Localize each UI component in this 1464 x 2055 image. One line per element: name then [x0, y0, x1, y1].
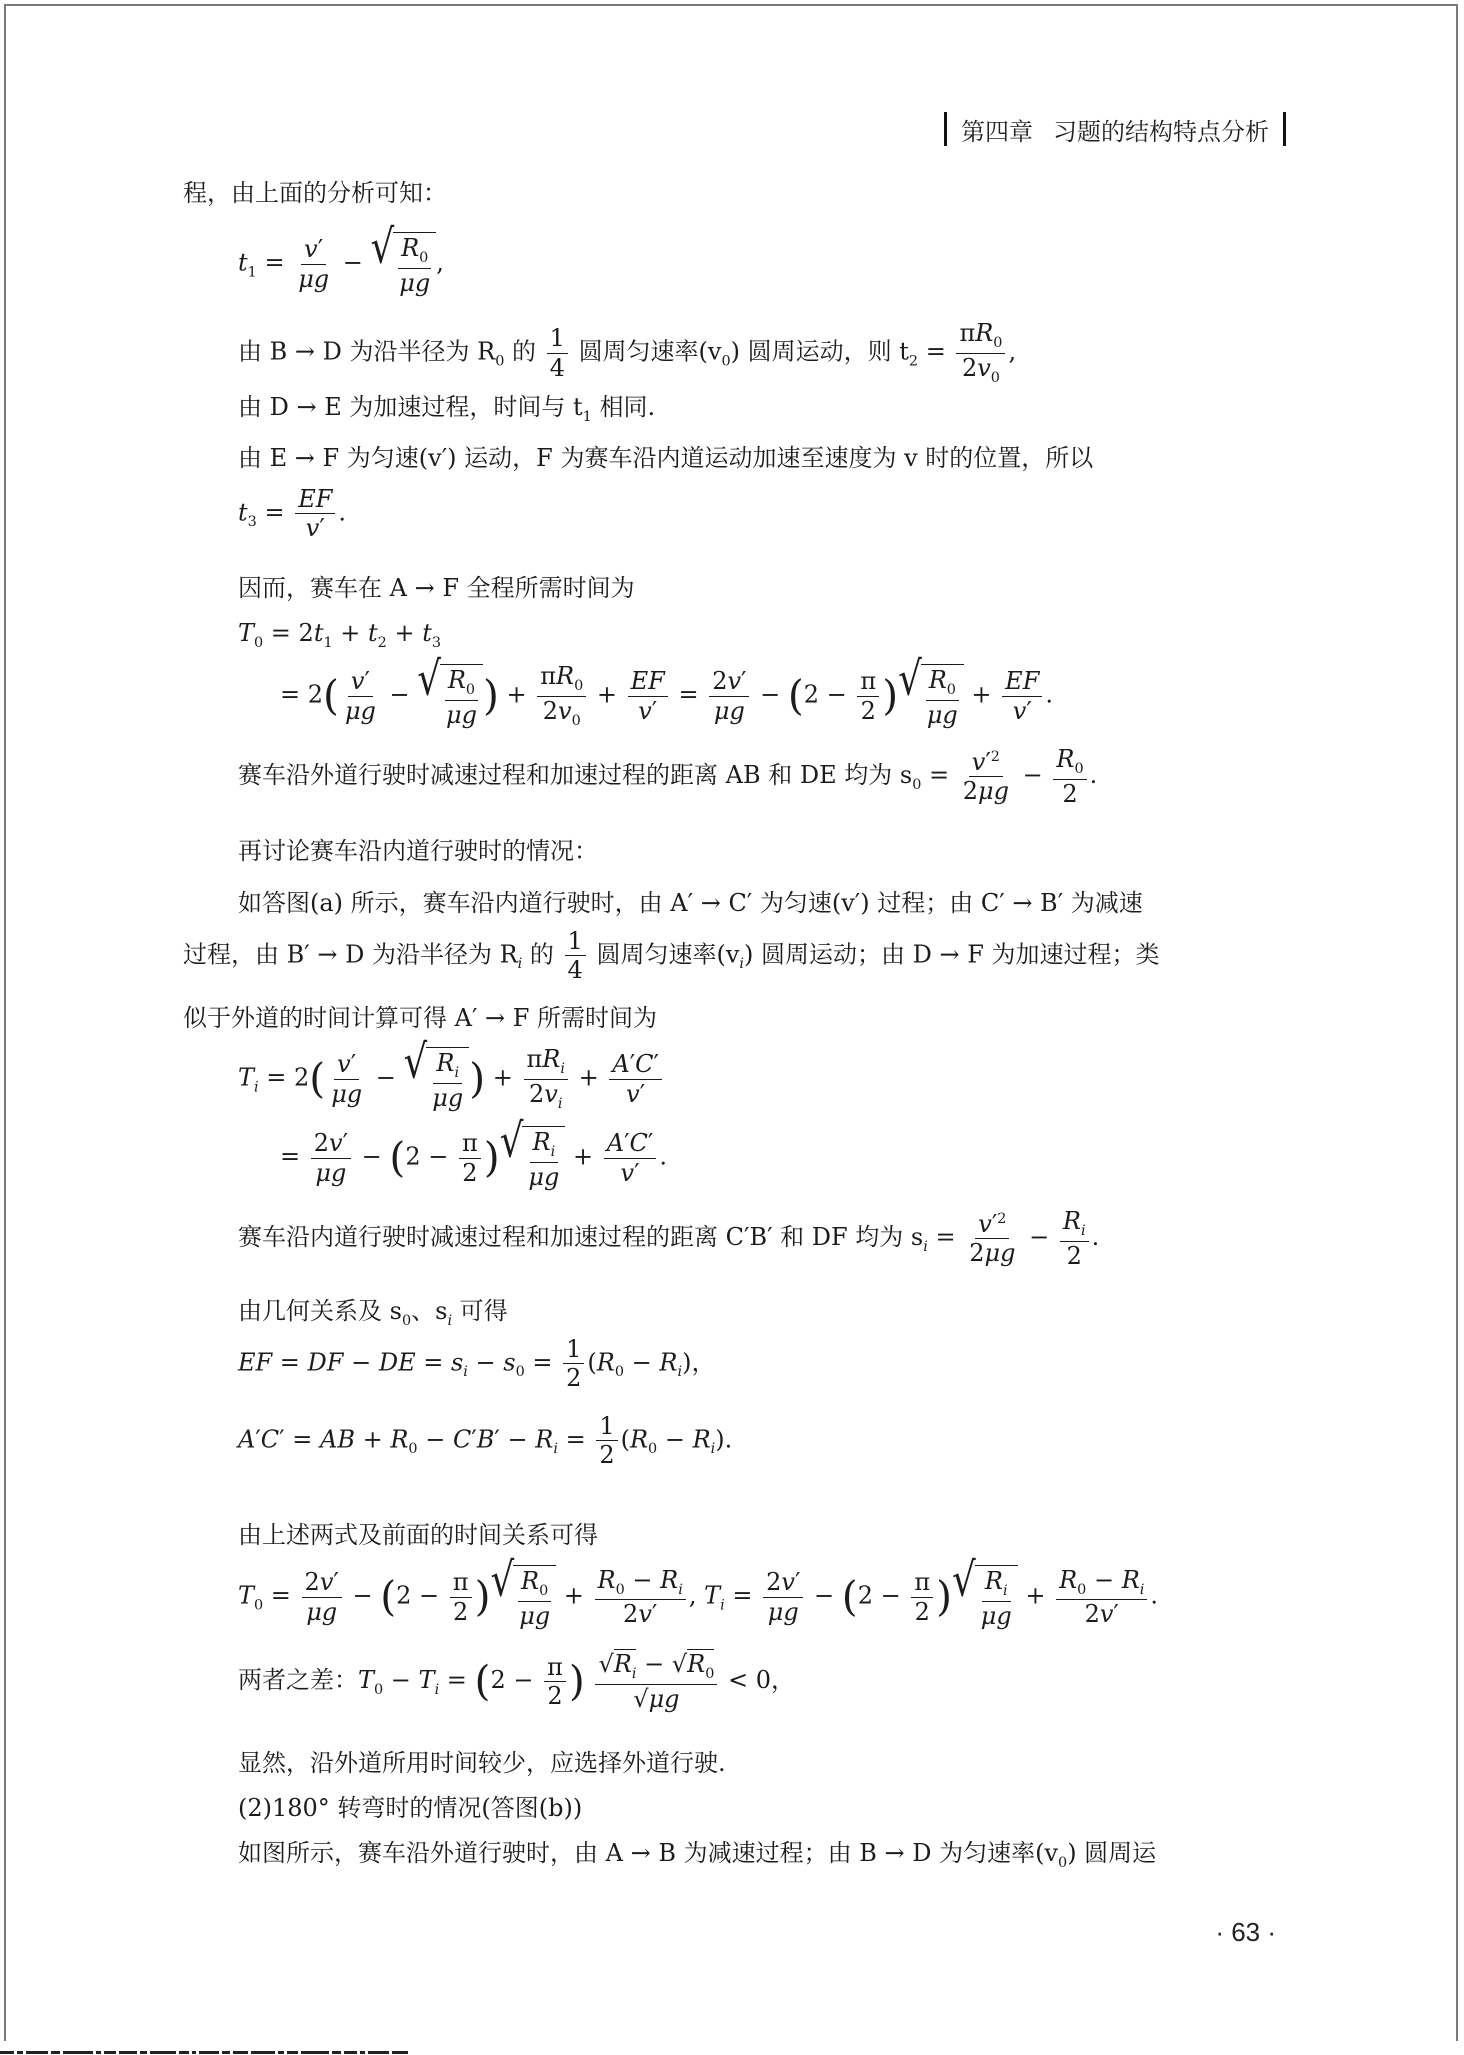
chapter-title: 习题的结构特点分析 [1053, 118, 1269, 146]
chapter-label: 第四章 [961, 118, 1033, 146]
text-line: 再讨论赛车沿内道行驶时的情况： [238, 837, 598, 865]
running-header [944, 111, 1286, 147]
equation-t1: $t_1$ = $\frac{v'}{\mu g}$ − √ $\frac{R_0}{\mu g}$ , [238, 218, 444, 297]
text-line: 如答图(a) 所示，赛车沿内道行驶时，由 A′ → C′ 为匀速(v′) 过程；由 C′ → B′ 为减速 [238, 889, 1143, 917]
text-line: 显然，沿外道所用时间较少，应选择外道行驶. [238, 1749, 726, 1777]
equation-T0-expanded: = 2( $\frac{v'}{\mu g}$ − √ $\frac{R_0}{\mu g}$ ) + $\frac{\pi R_0}{2v_0}$ + $\frac{EF}{v'}$ = $\frac{2v'}{\mu g}$ − (2 − $\frac{\pi}{2}$ ) √ $\frac{R_0}{\mu g}$ + $\frac{EF}{v'}$ . [280, 651, 1053, 729]
text-line: (2)180° 转弯时的情况(答图(b)) [238, 1794, 583, 1822]
text-line: 由几何关系及 $s_0$、$s_i$ 可得 [238, 1297, 508, 1329]
text-line: 由 E → F 为匀速(v′) 运动，F 为赛车沿内道运动加速至速度为 v 时的位置，所以 [238, 444, 1094, 472]
text-line: 似于外道的时间计算可得 A′ → F 所需时间为 [183, 1004, 658, 1032]
equation-T0-Ti: $T_0$ = $\frac{2v'}{\mu g}$ − (2 − $\frac{\pi}{2}$ ) √ $\frac{R_0}{\mu g}$ + $\frac{R_0 - R_i}{2v'}$ , $T_i$ = $\frac{2v'}{\mu g}$ − (2 − $\frac{\pi}{2}$ ) √ $\frac{R_i}{\mu g}$ + $\frac{R_0 - R_i}{2v'}$ . [238, 1551, 1159, 1630]
page-number: · 63 · [1215, 1917, 1276, 1947]
equation-Ti: $T_i = 2$( $\frac{v'}{\mu g}$ − √ $\frac{R_i}{\mu g}$ ) + $\frac{\pi R_i}{2v_i}$ + $\frac{A'C'}{v'}$ [238, 1046, 665, 1112]
text-line: 由 B → D 为沿半径为 $R_0$ 的 $\frac{1}{4}$ 圆周匀速率$(v_0)$ 圆周运动，则 $t_2$ = $\frac{\pi R_0}{2v_0}$ , [238, 319, 1017, 386]
header-bar-left [944, 112, 947, 146]
equation-t3: $t_3$ = $\frac{EF}{v'}$ . [238, 485, 346, 543]
text-line: 赛车沿内道行驶时减速过程和加速过程的距离 C′B′ 和 DF 均为 $s_i$ = $\frac{v'^2}{2\mu g}$ − $\frac{R_i}{2}$ . [238, 1207, 1100, 1270]
text-line: 两者之差：$T_0 - T_i = (2$ − $\frac{\pi}{2}$ ) $\frac{√R_i - √R_0}{√\mu g}$ < 0， [238, 1650, 795, 1713]
equation-Ti-expanded: = $\frac{2v'}{\mu g}$ − (2 − $\frac{\pi}{2}$ ) √ $\frac{R_i}{\mu g}$ + $\frac{A'C'}{v'}$ . [280, 1112, 667, 1191]
text-line: 因而，赛车在 A → F 全程所需时间为 [238, 574, 635, 602]
text-line: 赛车沿外道行驶时减速过程和加速过程的距离 AB 和 DE 均为 $s_0$ = $\frac{v'^2}{2\mu g}$ − $\frac{R_0}{2}$ . [238, 745, 1098, 808]
equation-EF: EF = DF − DE = $s_i - s_0$ = $\frac{1}{2}$ $(R_0 - R_i)$， [238, 1335, 716, 1393]
equation-T0: $T_0 = 2t_1 + t_2 + t_3$ [238, 619, 441, 651]
text-line: 如图所示，赛车沿外道行驶时，由 A → B 为减速过程；由 B → D 为匀速率$(v_0)$ 圆周运 [238, 1839, 1157, 1871]
header-bar-right [1283, 112, 1286, 146]
equation-AC: A′C′ = AB + $R_0 - C'B' - R_i$ = $\frac{1}{2}$ $(R_0 - R_i)$. [238, 1412, 733, 1470]
text-line: 过程，由 B′ → D 为沿半径为 $R_i$ 的 $\frac{1}{4}$ 圆周匀速率$(v_i)$ 圆周运动；由 D → F 为加速过程；类 [183, 927, 1160, 985]
text-line: 由上述两式及前面的时间关系可得 [238, 1521, 598, 1549]
text-line: 程，由上面的分析可知： [183, 179, 447, 207]
bottom-scan-marks [0, 2043, 1464, 2055]
text-line: 由 D → E 为加速过程，时间与 $t_1$ 相同. [238, 393, 656, 425]
